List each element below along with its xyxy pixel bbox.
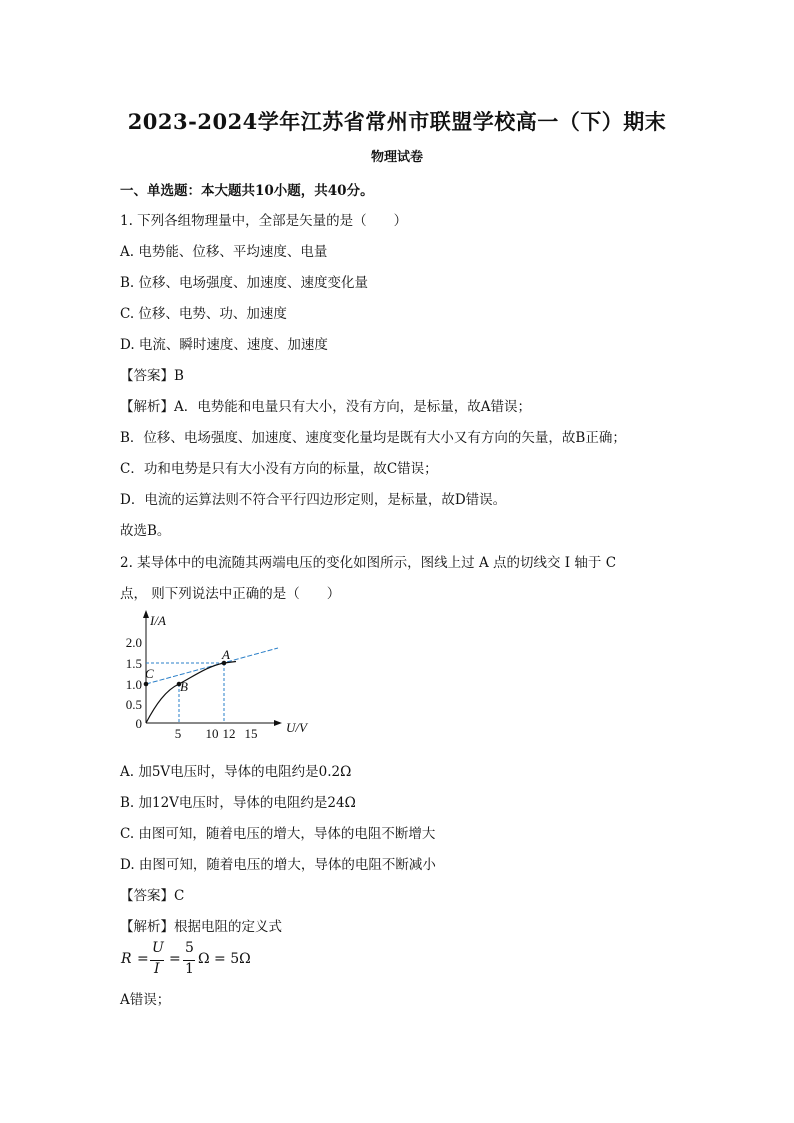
x-tick-label: 15 [244,726,258,741]
question-1-analysis-line: D．电流的运算法则不符合平行四边形定则，是标量，故D错误。 [120,492,507,508]
question-1-option-d: D. 电流、瞬时速度、速度、加速度 [120,337,328,353]
point-a-label: A [222,647,230,662]
page-subtitle: 物理试卷 [370,150,423,165]
point-c [144,682,149,687]
x-axis-label: U/V [286,720,307,735]
question-2-answer: 【答案】C [120,888,185,904]
question-2-option-c: C. 由图可知，随着电压的增大，导体的电阻不断增大 [120,826,436,842]
x-tick-label: 10 [205,726,219,741]
x-axis-arrow [274,720,282,726]
question-2-option-d: D. 由图可知，随着电压的增大，导体的电阻不断减小 [120,857,436,873]
question-2-option-b: B. 加12V电压时，导体的电阻约是24Ω [120,795,356,811]
question-1-analysis-line: C．功和电势是只有大小没有方向的标量，故C错误； [120,461,438,477]
formula-denominator: I [154,961,160,977]
question-1-conclusion: 故选B。 [120,523,171,539]
y-tick-label: 0 [135,716,142,731]
formula-lhs: R [121,951,132,967]
point-c-label: C [145,666,154,681]
question-1-analysis-line: 【解析】A．电势能和电量只有大小，没有方向，是标量，故A错误； [120,399,531,415]
question-2-stem: 2. 某导体中的电流随其两端电压的变化如图所示，图线上过 A 点的切线交 I 轴于 C [120,555,617,571]
resistance-formula [121,940,261,980]
formula-denominator: 1 [185,961,194,977]
y-tick-label: 2.0 [125,635,142,650]
formula-numerator: U [152,940,164,956]
y-axis-arrow [143,610,149,618]
y-tick-label: 1.0 [125,677,142,692]
question-2-conclusion: A错误； [120,992,171,1008]
x-tick-label: 5 [174,726,182,741]
point-b-label: B [180,679,188,694]
question-1-stem: 1. 下列各组物理量中，全部是矢量的是（ ） [120,213,408,229]
iu-curve [146,662,236,724]
formula-equals: = [169,951,181,967]
formula-numerator: 5 [185,940,194,956]
page-title: 2023-2024学年江苏省常州市联盟学校高一（下）期末 [127,109,667,134]
section-heading: 一、单选题：本大题共10小题，共40分。 [120,183,374,199]
question-2-stem-continued: 点， 则下列说法中正确的是（ ） [120,586,341,602]
y-tick-label: 1.5 [125,656,142,671]
question-1-option-c: C. 位移、电势、功、加速度 [120,306,287,322]
question-1-analysis-line: B．位移、电场强度、加速度、速度变化量均是既有大小又有方向的矢量，故B正确； [120,430,626,446]
y-axis-label: I/A [150,613,166,628]
formula-equals: = [137,951,149,967]
question-1-answer: 【答案】B [120,368,184,384]
question-2-analysis-intro: 【解析】根据电阻的定义式 [120,919,282,935]
question-1-option-b: B. 位移、电场强度、加速度、速度变化量 [120,275,369,291]
iu-graph [112,608,322,743]
x-tick-label: 12 [222,726,236,741]
y-tick-label: 0.5 [125,697,142,712]
formula-result: Ω = 5Ω [198,951,251,967]
question-1-option-a: A. 电势能、位移、平均速度、电量 [120,244,328,260]
question-2-option-a: A. 加5V电压时，导体的电阻约是0.2Ω [120,764,352,780]
